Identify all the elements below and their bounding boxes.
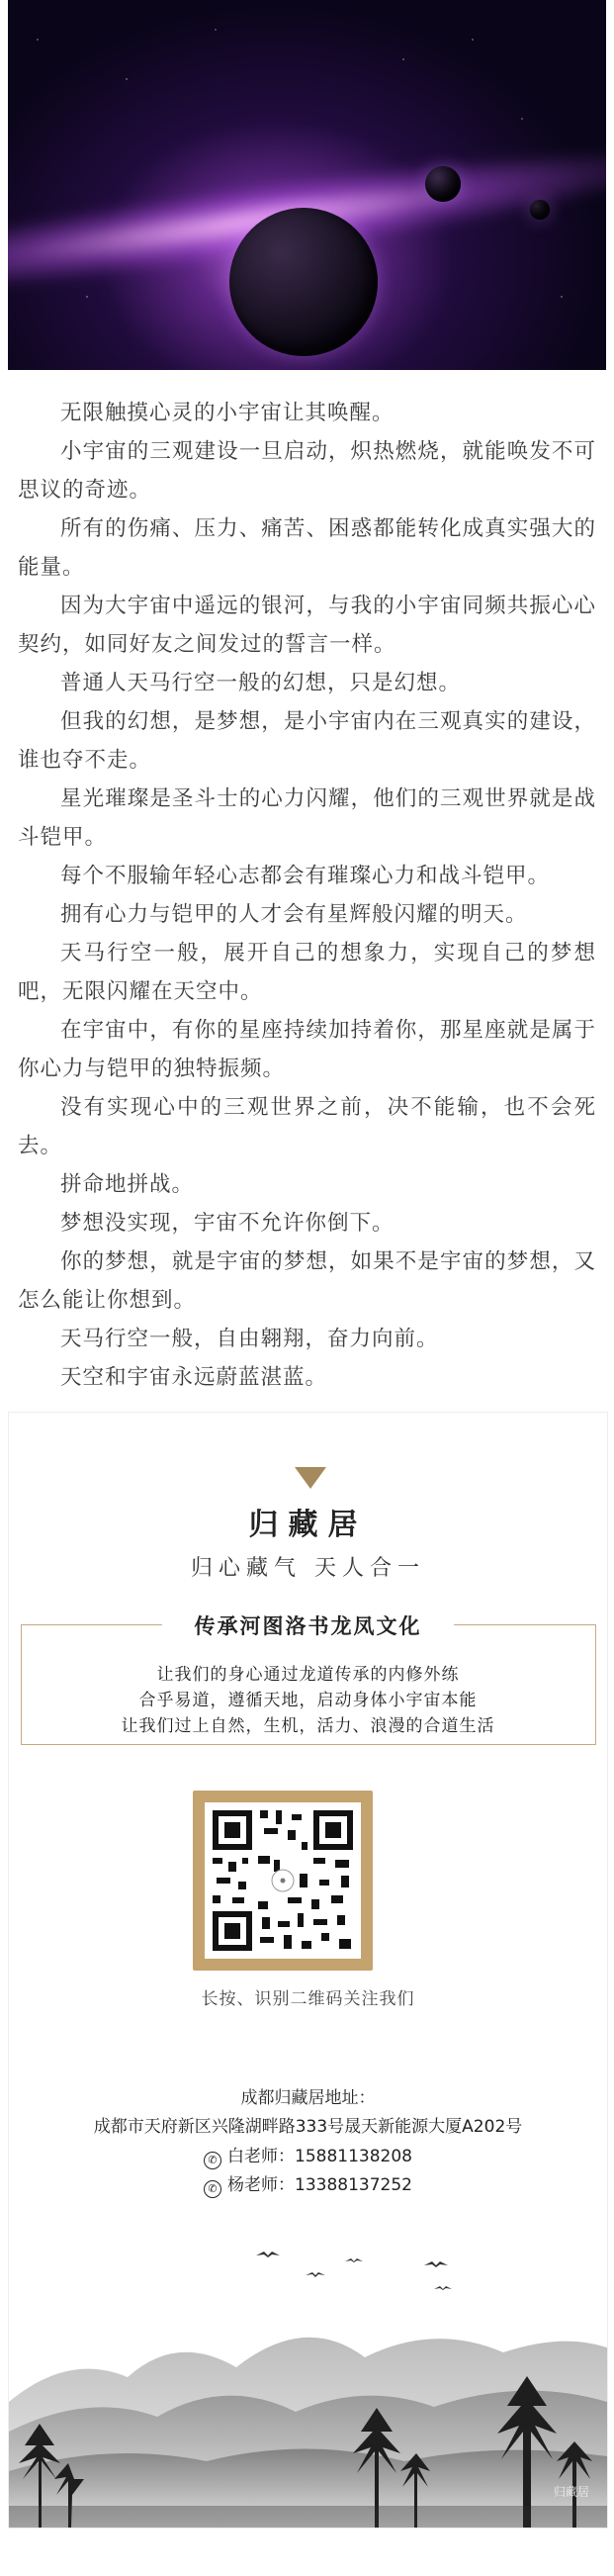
phone-icon: ✆ — [204, 2180, 221, 2198]
qr-code-pattern — [205, 1802, 361, 1959]
paragraph: 天空和宇宙永远蔚蓝湛蓝。 — [60, 1365, 328, 1390]
phone-icon: ✆ — [204, 2152, 221, 2169]
paragraph: 天马行空一般，自由翱翔，奋力向前。 — [60, 1327, 439, 1351]
paragraph: 所有的伤痛、压力、痛苦、困惑都能转化成真实强大的能量。 — [18, 516, 596, 580]
ink-landscape-illustration — [9, 2164, 607, 2528]
planet-large — [229, 208, 378, 356]
birds — [256, 2252, 452, 2290]
paragraph: 小宇宙的三观建设一旦启动，炽热燃烧，就能唤发不可思议的奇迹。 — [18, 439, 596, 503]
watermark: 归藏居 — [553, 2485, 589, 2499]
planet-small — [530, 200, 550, 220]
paragraph: 拼命地拼战。 — [60, 1172, 195, 1197]
qr-code[interactable] — [193, 1791, 373, 1971]
paragraph: 普通人天马行空一般的幻想，只是幻想。 — [60, 671, 462, 695]
planet-medium — [425, 166, 461, 202]
qr-caption: 长按、识别二维码关注我们 — [201, 1989, 415, 2009]
triangle-ornament-icon — [295, 1467, 326, 1489]
mission-title: 传承河图洛书龙凤文化 — [162, 1610, 454, 1640]
brand-slogan: 归心藏气 天人合一 — [191, 1556, 425, 1581]
paragraph: 无限触摸心灵的小宇宙让其唤醒。 — [60, 401, 395, 425]
promo-card — [8, 1412, 608, 2529]
article-body — [0, 394, 614, 1397]
paragraph: 星光璀璨是圣斗士的心力闪耀，他们的三观世界就是战斗铠甲。 — [18, 786, 596, 850]
mission-line: 合乎易道，遵循天地，启动身体小宇宙本能 — [138, 1691, 478, 1710]
brand-name: 归藏居 — [248, 1508, 368, 1542]
paragraph: 在宇宙中，有你的星座持续加持着你，那星座就是属于你心力与铠甲的独特振频。 — [18, 1018, 596, 1081]
address-text: 成都市天府新区兴隆湖畔路333号晟天新能源大厦A202号 — [93, 2117, 523, 2137]
paragraph: 没有实现心中的三观世界之前，决不能输，也不会死去。 — [18, 1095, 596, 1158]
paragraph: 梦想没实现，宇宙不允许你倒下。 — [60, 1211, 395, 1236]
address-label: 成都归藏居地址： — [240, 2088, 376, 2108]
mission-line: 让我们的身心通过龙道传承的内修外练 — [156, 1665, 460, 1685]
paragraph: 但我的幻想，是梦想，是小宇宙内在三观真实的建设，谁也夺不走。 — [18, 709, 596, 773]
paragraph: 你的梦想，就是宇宙的梦想，如果不是宇宙的梦想，又怎么能让你想到。 — [18, 1249, 596, 1313]
contact-text: 白老师：15881138208 — [227, 2147, 412, 2166]
paragraph: 天马行空一般，展开自己的想象力，实现自己的梦想吧，无限闪耀在天空中。 — [18, 941, 596, 1004]
contact-text: 杨老师：13388137252 — [227, 2175, 412, 2195]
paragraph: 拥有心力与铠甲的人才会有星辉般闪耀的明天。 — [60, 902, 528, 927]
mission-line: 让我们过上自然，生机，活力、浪漫的合道生活 — [121, 1716, 495, 1736]
paragraph: 因为大宇宙中遥远的银河，与我的小宇宙同频共振心心契约，如同好友之间发过的誓言一样。 — [18, 594, 596, 657]
hero-space-image — [8, 0, 606, 370]
paragraph: 每个不服输年轻心志都会有璀璨心力和战斗铠甲。 — [60, 864, 551, 888]
